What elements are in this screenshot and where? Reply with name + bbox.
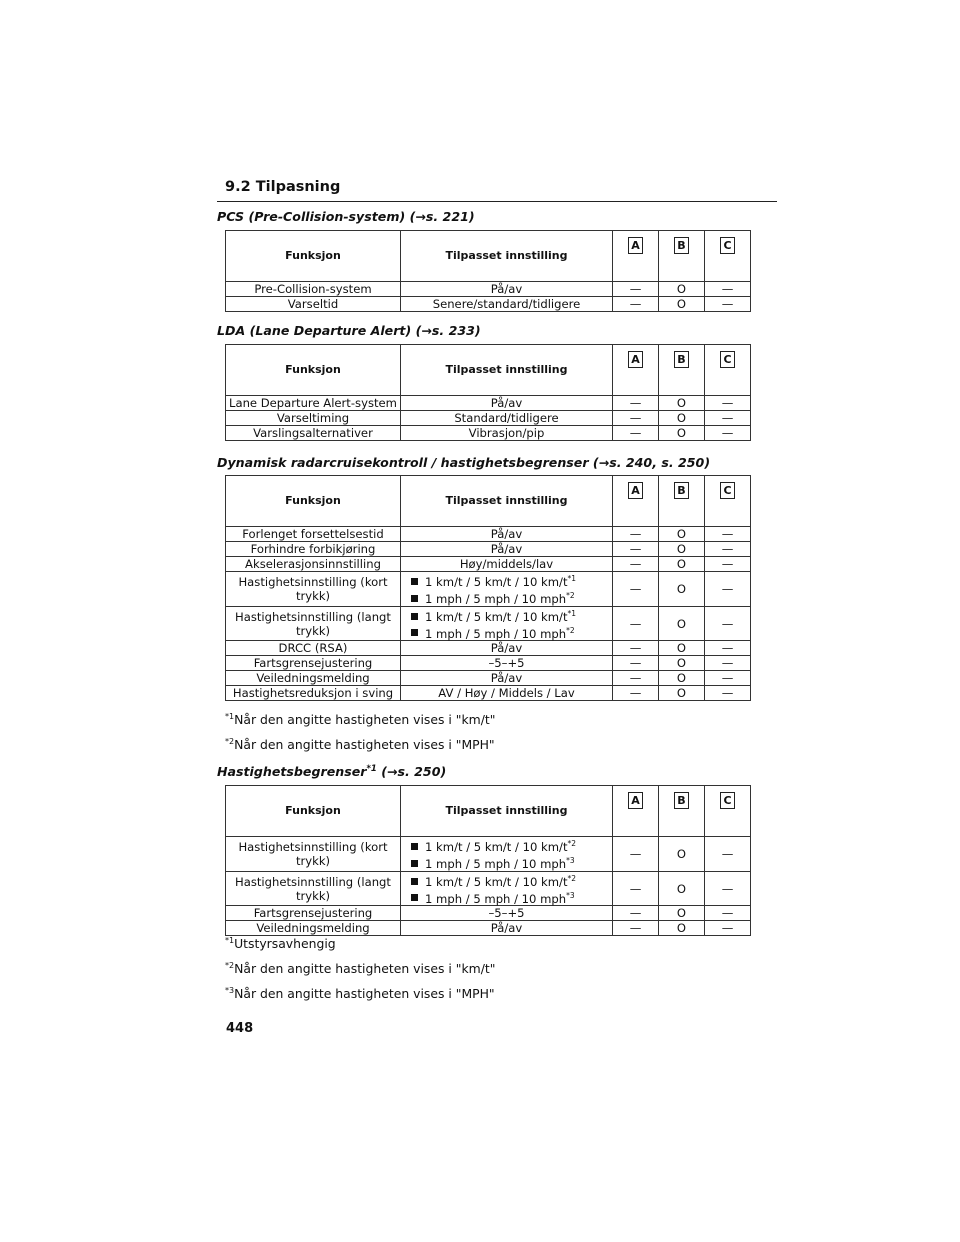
footnote [225,712,495,727]
table-row [226,606,751,641]
column-b-badge: B [674,482,689,499]
section-header [217,177,777,202]
footnote-ref: *3 [566,855,575,865]
cell-c: — [705,641,751,656]
cell-function: Varseltid [226,297,401,312]
footnote-mark: *1 [225,712,235,721]
cell-a: — [613,426,659,441]
cell-a: — [613,572,659,607]
cell-c: — [705,282,751,297]
cell-function: Veiledningsmelding [226,921,401,936]
cell-a: — [613,837,659,872]
pcs-title: PCS (Pre-Collision-system) (→s. 221) [217,209,475,224]
column-c-badge: C [720,237,735,254]
column-c-badge: C [720,351,735,368]
footnote-ref: *2 [567,839,577,848]
cell-function: Lane Departure Alert-system [226,396,401,411]
table-row [226,557,751,572]
column-a-badge: A [628,482,643,499]
limiter-title-ref: (→s. 250) [376,764,447,780]
column-b-badge: B [674,237,689,254]
footnote-ref: *1 [366,764,377,774]
table-row [226,837,751,872]
footnote-ref: *1 [567,608,577,618]
footnote-text: Når den angitte hastigheten vises i "km/t" [234,712,496,728]
cell-function: Hastighetsinnstilling (kort trykk) [226,572,401,607]
cell-a: — [613,396,659,411]
cell-b: O [659,426,705,441]
cell-a: — [613,686,659,701]
cell-setting: Vibrasjon/pip [401,426,613,441]
cell-b: O [659,557,705,572]
footnote-ref: *3 [566,890,575,900]
column-b-badge: B [674,351,689,368]
table-row [226,656,751,671]
cell-c: — [705,411,751,426]
cell-b: O [659,282,705,297]
cell-setting: På/av [401,282,613,297]
drcc-title: Dynamisk radarcruisekontroll / hastighetsbegrenser (→s. 240, s. 250) [217,455,711,470]
bullet-square-icon [411,860,418,867]
limiter-table [225,785,751,936]
cell-b: O [659,671,705,686]
cell-setting: På/av [401,542,613,557]
table-row [226,641,751,656]
cell-c: — [705,921,751,936]
table-row [226,426,751,441]
option-item [411,607,612,624]
cell-function: Veiledningsmelding [226,671,401,686]
cell-function: Forhindre forbikjøring [226,542,401,557]
lda-title: LDA (Lane Departure Alert) (→s. 233) [217,323,481,338]
option-text: 1 km/t / 5 km/t / 10 km/t [425,609,568,624]
cell-b: O [659,871,705,906]
cell-function: Hastighetsreduksjon i sving [226,686,401,701]
footnote-text: Når den angitte hastigheten vises i "km/t" [234,961,496,977]
cell-function: DRCC (RSA) [226,641,401,656]
section-title: 9.2 Tilpasning [225,179,341,195]
footnote [225,961,495,976]
cell-b: O [659,527,705,542]
cell-a: — [613,282,659,297]
option-text: 1 km/t / 5 km/t / 10 km/t [425,574,568,589]
cell-a: — [613,557,659,572]
cell-function: Pre-Collision-system [226,282,401,297]
option-item [411,589,612,606]
cell-a: — [613,411,659,426]
cell-a: — [613,921,659,936]
cell-c: — [705,837,751,872]
cell-setting: –5–+5 [401,906,613,921]
footnote-ref: *2 [567,873,577,883]
header-setting: Tilpasset innstilling [401,476,613,527]
bullet-square-icon [411,878,418,885]
option-text: 1 km/t / 5 km/t / 10 km/t [425,839,568,854]
option-text: 1 mph / 5 mph / 10 mph [425,891,567,906]
cell-c: — [705,656,751,671]
table-header-row [226,786,751,837]
header-setting: Tilpasset innstilling [401,231,613,282]
cell-c: — [705,396,751,411]
header-setting: Tilpasset innstilling [401,345,613,396]
page-number: 448 [226,1021,254,1036]
bullet-square-icon [411,843,418,850]
table-header-row [226,476,751,527]
cell-setting-options [401,837,613,872]
option-text: 1 mph / 5 mph / 10 mph [425,626,567,641]
column-a-badge: A [628,792,643,809]
header-funksjon: Funksjon [226,345,401,396]
cell-b: O [659,411,705,426]
footnote-ref: *2 [566,625,575,635]
limiter-title: Hastighetsbegrenser [217,764,367,780]
cell-b: O [659,686,705,701]
table-row [226,542,751,557]
footnote [225,986,495,1001]
table-row [226,411,751,426]
cell-a: — [613,656,659,671]
cell-a: — [613,906,659,921]
footnote-mark: *2 [225,737,235,746]
cell-c: — [705,297,751,312]
cell-function: Varseltiming [226,411,401,426]
cell-a: — [613,641,659,656]
pcs-table [225,230,751,312]
footnote-ref: *2 [566,590,575,600]
table-header-row [226,231,751,282]
table-row [226,671,751,686]
table-row [226,686,751,701]
bullet-square-icon [411,894,418,901]
cell-setting: Senere/standard/tidligere [401,297,613,312]
header-setting: Tilpasset innstilling [401,786,613,837]
header-funksjon: Funksjon [226,476,401,527]
option-text: 1 mph / 5 mph / 10 mph [425,856,567,871]
footnote-mark: *3 [225,986,235,995]
cell-b: O [659,396,705,411]
cell-b: O [659,297,705,312]
bullet-square-icon [411,613,418,620]
cell-c: — [705,527,751,542]
table-row [226,527,751,542]
footnote [225,737,495,752]
limiter-title-line [217,764,446,779]
cell-c: — [705,426,751,441]
cell-b: O [659,656,705,671]
cell-c: — [705,557,751,572]
table-row [226,572,751,607]
table-row [226,921,751,936]
cell-c: — [705,906,751,921]
cell-function: Varslingsalternativer [226,426,401,441]
cell-b: O [659,921,705,936]
option-item [411,872,612,889]
cell-a: — [613,606,659,641]
cell-b: O [659,572,705,607]
cell-setting: På/av [401,921,613,936]
cell-a: — [613,542,659,557]
column-b-badge: B [674,792,689,809]
footnote-mark: *2 [225,961,235,970]
header-funksjon: Funksjon [226,786,401,837]
cell-setting: Høy/middels/lav [401,557,613,572]
option-item [411,837,612,854]
table-row [226,396,751,411]
footnote-text: Når den angitte hastigheten vises i "MPH" [234,986,495,1002]
bullet-square-icon [411,578,418,585]
cell-setting-options [401,606,613,641]
option-text: 1 km/t / 5 km/t / 10 km/t [425,874,568,889]
option-item [411,572,612,589]
lda-table [225,344,751,441]
column-a-badge: A [628,351,643,368]
table-row [226,906,751,921]
cell-function: Hastighetsinnstilling (kort trykk) [226,837,401,872]
cell-b: O [659,606,705,641]
cell-function: Hastighetsinnstilling (langt trykk) [226,606,401,641]
cell-function: Hastighetsinnstilling (langt trykk) [226,871,401,906]
option-item [411,889,612,906]
option-item [411,624,612,641]
cell-setting: På/av [401,641,613,656]
bullet-square-icon [411,595,418,602]
cell-b: O [659,542,705,557]
column-a-badge: A [628,237,643,254]
cell-c: — [705,572,751,607]
footnote [225,936,336,951]
table-header-row [226,345,751,396]
cell-setting-options [401,871,613,906]
cell-c: — [705,686,751,701]
cell-a: — [613,527,659,542]
cell-b: O [659,837,705,872]
cell-setting: AV / Høy / Middels / Lav [401,686,613,701]
cell-a: — [613,671,659,686]
cell-function: Fartsgrensejustering [226,656,401,671]
drcc-table [225,475,751,701]
footnote-mark: *1 [225,936,235,945]
option-text: 1 mph / 5 mph / 10 mph [425,591,567,606]
cell-c: — [705,542,751,557]
header-funksjon: Funksjon [226,231,401,282]
cell-setting-options [401,572,613,607]
table-row [226,297,751,312]
column-c-badge: C [720,482,735,499]
option-item [411,854,612,871]
footnote-text: Når den angitte hastigheten vises i "MPH" [234,737,495,753]
cell-setting: På/av [401,527,613,542]
cell-setting: –5–+5 [401,656,613,671]
cell-b: O [659,906,705,921]
cell-c: — [705,671,751,686]
cell-function: Fartsgrensejustering [226,906,401,921]
bullet-square-icon [411,629,418,636]
cell-c: — [705,871,751,906]
footnote-text: Utstyrsavhengig [234,936,336,952]
cell-function: Akselerasjonsinnstilling [226,557,401,572]
cell-function: Forlenget forsettelsestid [226,527,401,542]
cell-c: — [705,606,751,641]
cell-a: — [613,871,659,906]
column-c-badge: C [720,792,735,809]
cell-a: — [613,297,659,312]
footnote-ref: *1 [567,574,577,583]
cell-setting: På/av [401,396,613,411]
table-row [226,871,751,906]
table-row [226,282,751,297]
cell-setting: Standard/tidligere [401,411,613,426]
cell-b: O [659,641,705,656]
cell-setting: På/av [401,671,613,686]
